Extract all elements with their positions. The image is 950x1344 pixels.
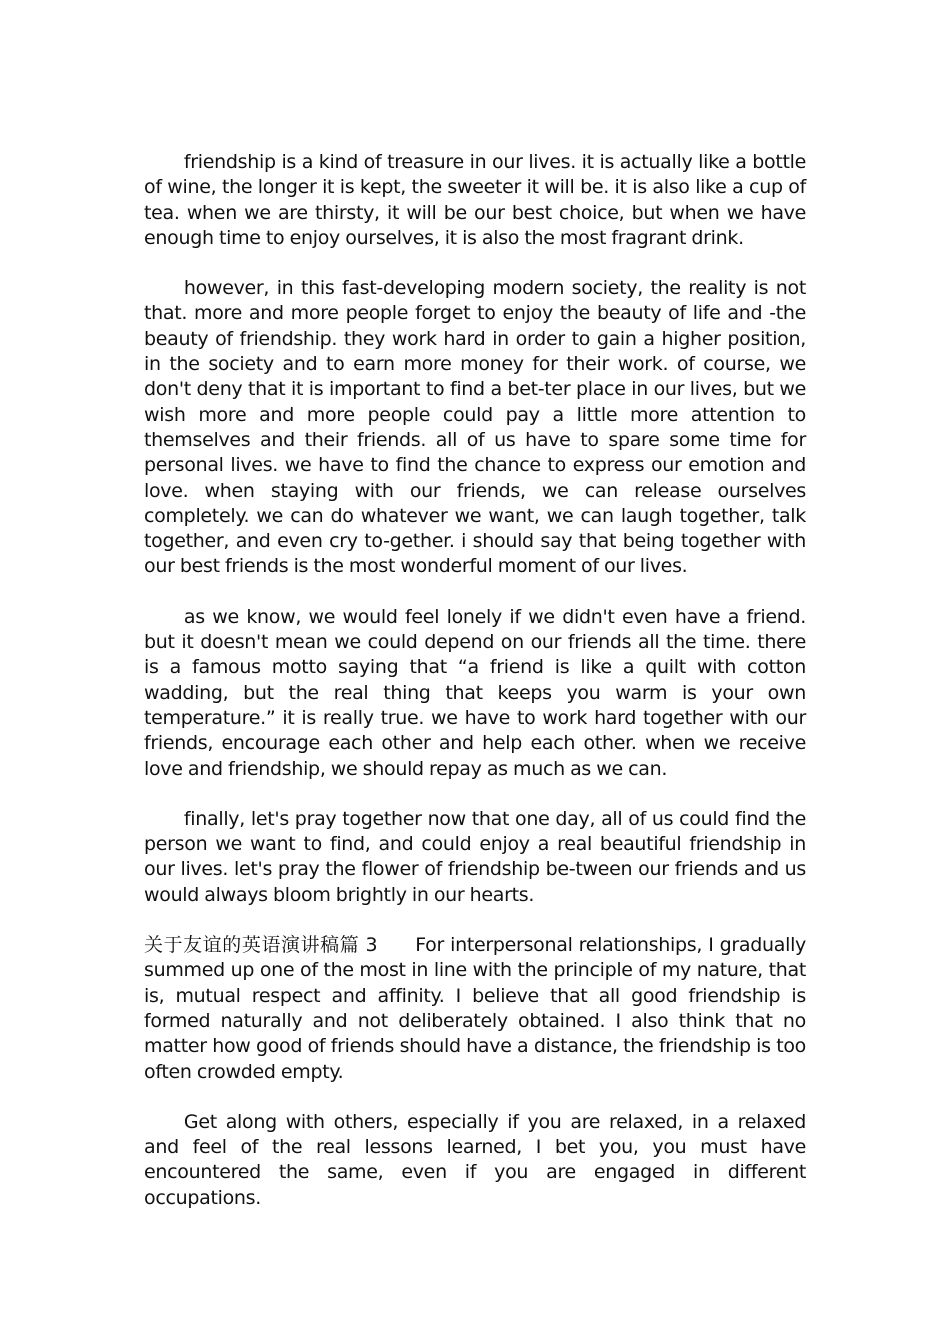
section-3-heading: 关于友谊的英语演讲稿篇 3 [144, 934, 378, 957]
paragraph-friendship-treasure: friendship is a kind of treasure in our lives. it is actually like a bottle of wine, the longer it is kept, the sweeter it will be. it is also like a cup of tea. when we are thirsty, it will be our best choice, but when we have enough time to enjoy ourselves, it is also the most fragrant drink. [144, 151, 806, 249]
paragraph-lonely-without-friend: as we know, we would feel lonely if we didn't even have a friend. but it doesn't mean we could depend on our friends all the time. there is a famous motto saying that “a friend is like a quilt with cotton wadding, but the real thing that keeps you warm is your own temperature.” it is really true. we have to work hard together with our friends, encourage each other and help each other. when we receive love and friendship, we should repay as much as we can. [144, 605, 806, 780]
section-3-paragraph [144, 933, 806, 1085]
paragraph-pray-together: finally, let's pray together now that one day, all of us could find the person we want to find, and could enjoy a real beautiful friendship in our lives. let's pray the flower of friendship be-tween our friends and us would always bloom brightly in our hearts. [144, 807, 806, 906]
paragraph-get-along: Get along with others, especially if you are relaxed, in a relaxed and feel of the real lessons learned, I bet you, you must have encountered the same, even if you are engaged in different occupations. [144, 1110, 806, 1209]
paragraph-modern-society: however, in this fast-developing modern society, the reality is not that. more and more people forget to enjoy the beauty of life and -the beauty of friendship. they work hard in order to gain a higher position, in the society and to earn more money for their work. of course, we don't deny that it is important to find a bet-ter place in our lives, but we wish more and more people could pay a little more attention to themselves and their friends. all of us have to spare some time for personal lives. we have to find the chance to express our emotion and love. when staying with our friends, we can release ourselves completely. we can do whatever we want, we can laugh together, talk together, and even cry to-gether. i should say that being together with our best friends is the most wonderful moment of our lives. [144, 277, 806, 578]
section-3-text: For interpersonal relationships, I gradually summed up one of the most in line with the principle of my nature, that is, mutual respect and affinity. I believe that all good friendship is formed naturally and not deliberately obtained. I also think that no matter how good of friends should have a distance, the friendship is too often crowded empty. [144, 934, 806, 1083]
document-page [144, 150, 806, 1236]
